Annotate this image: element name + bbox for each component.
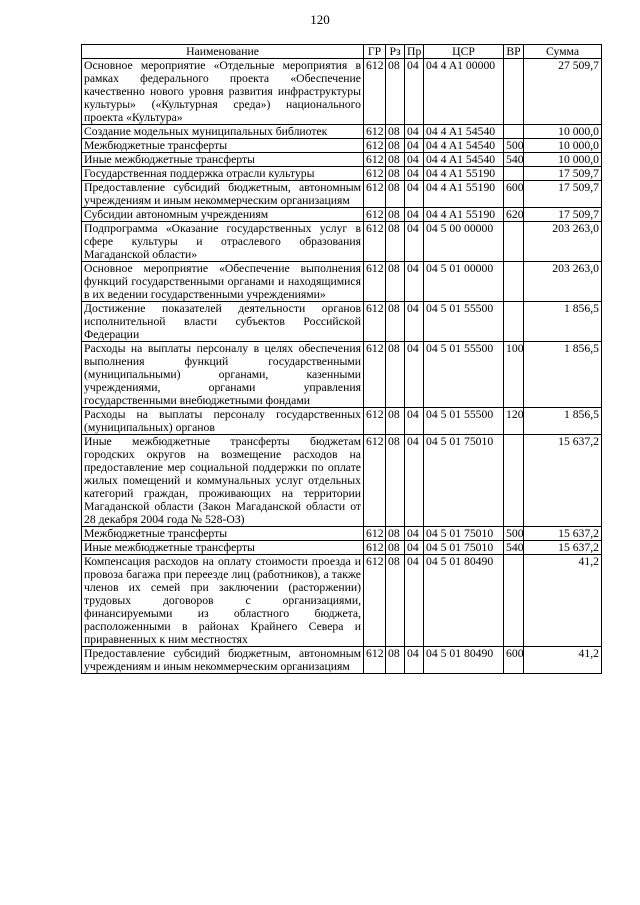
table-row	[82, 59, 602, 125]
cell-pr: 04	[405, 408, 424, 435]
cell-gr: 612	[364, 139, 386, 153]
cell-gr: 612	[364, 208, 386, 222]
cell-rz: 08	[386, 153, 405, 167]
cell-gr: 612	[364, 153, 386, 167]
cell-pr: 04	[405, 342, 424, 408]
cell-gr: 612	[364, 408, 386, 435]
cell-csr: 04 5 01 75010	[424, 435, 504, 527]
cell-sum: 27 509,7	[524, 59, 602, 125]
header-rz: Рз	[386, 45, 405, 59]
cell-rz: 08	[386, 408, 405, 435]
cell-gr: 612	[364, 181, 386, 208]
budget-table	[81, 44, 602, 674]
cell-pr: 04	[405, 527, 424, 541]
cell-sum: 203 263,0	[524, 222, 602, 262]
header-csr: ЦСР	[424, 45, 504, 59]
table-row	[82, 408, 602, 435]
cell-pr: 04	[405, 555, 424, 647]
table-row	[82, 555, 602, 647]
header-name: Наименование	[82, 45, 364, 59]
cell-vr: 120	[504, 408, 524, 435]
cell-gr: 612	[364, 647, 386, 674]
cell-csr: 04 4 A1 55190	[424, 181, 504, 208]
cell-sum: 1 856,5	[524, 408, 602, 435]
cell-pr: 04	[405, 153, 424, 167]
cell-sum: 41,2	[524, 555, 602, 647]
cell-vr: 600	[504, 181, 524, 208]
cell-gr: 612	[364, 302, 386, 342]
table-row	[82, 342, 602, 408]
cell-pr: 04	[405, 302, 424, 342]
cell-pr: 04	[405, 262, 424, 302]
table-row	[82, 262, 602, 302]
cell-rz: 08	[386, 435, 405, 527]
header-pr: Пр	[405, 45, 424, 59]
cell-rz: 08	[386, 208, 405, 222]
cell-vr	[504, 262, 524, 302]
table-row	[82, 125, 602, 139]
cell-name: Создание модельных муниципальных библиотек	[82, 125, 364, 139]
cell-gr: 612	[364, 541, 386, 555]
cell-pr: 04	[405, 125, 424, 139]
header-gr: ГР	[364, 45, 386, 59]
cell-csr: 04 4 A1 54540	[424, 125, 504, 139]
cell-rz: 08	[386, 181, 405, 208]
cell-csr: 04 5 01 55500	[424, 408, 504, 435]
cell-pr: 04	[405, 59, 424, 125]
cell-name: Компенсация расходов на оплату стоимости проезда и провоза багажа при переезде лиц (работников), а также членов их семей при заключении (расторжении) трудовых договоров с организациями, финансируемыми из областного бюджета, расположенными в районах Крайнего Севера и приравненных к ним местностях	[82, 555, 364, 647]
cell-rz: 08	[386, 222, 405, 262]
cell-vr: 600	[504, 647, 524, 674]
cell-rz: 08	[386, 262, 405, 302]
cell-name: Основное мероприятие «Отдельные мероприятия в рамках федерального проекта «Обеспечение качественно нового уровня развития инфраструктуры культуры» («Культурная среда») национального проекта «Культура»	[82, 59, 364, 125]
cell-rz: 08	[386, 342, 405, 408]
cell-gr: 612	[364, 527, 386, 541]
table-row	[82, 647, 602, 674]
table-row	[82, 222, 602, 262]
cell-rz: 08	[386, 59, 405, 125]
cell-sum: 15 637,2	[524, 527, 602, 541]
cell-pr: 04	[405, 541, 424, 555]
cell-gr: 612	[364, 342, 386, 408]
cell-rz: 08	[386, 527, 405, 541]
cell-name: Основное мероприятие «Обеспечение выполнения функций государственными органами и находящимися в их ведении государственными учреждениями»	[82, 262, 364, 302]
cell-csr: 04 5 01 55500	[424, 302, 504, 342]
table-row	[82, 435, 602, 527]
cell-sum: 17 509,7	[524, 167, 602, 181]
cell-csr: 04 5 00 00000	[424, 222, 504, 262]
cell-gr: 612	[364, 435, 386, 527]
cell-rz: 08	[386, 302, 405, 342]
cell-vr	[504, 302, 524, 342]
cell-name: Государственная поддержка отрасли культуры	[82, 167, 364, 181]
cell-csr: 04 4 A1 54540	[424, 139, 504, 153]
cell-name: Достижение показателей деятельности органов исполнительной власти субъектов Российской Федерации	[82, 302, 364, 342]
cell-vr	[504, 125, 524, 139]
table-row	[82, 302, 602, 342]
cell-csr: 04 5 01 75010	[424, 527, 504, 541]
cell-gr: 612	[364, 262, 386, 302]
cell-vr	[504, 435, 524, 527]
cell-pr: 04	[405, 167, 424, 181]
cell-sum: 10 000,0	[524, 153, 602, 167]
cell-vr: 500	[504, 527, 524, 541]
cell-rz: 08	[386, 125, 405, 139]
cell-name: Расходы на выплаты персоналу в целях обеспечения выполнения функций государственными (муниципальными) органами, казенными учреждениями, органами управления государственными внебюджетными фондами	[82, 342, 364, 408]
cell-pr: 04	[405, 647, 424, 674]
cell-vr: 540	[504, 153, 524, 167]
cell-name: Иные межбюджетные трансферты	[82, 541, 364, 555]
cell-csr: 04 4 A1 55190	[424, 167, 504, 181]
cell-vr: 620	[504, 208, 524, 222]
cell-name: Расходы на выплаты персоналу государственных (муниципальных) органов	[82, 408, 364, 435]
table-row	[82, 167, 602, 181]
cell-gr: 612	[364, 125, 386, 139]
cell-rz: 08	[386, 139, 405, 153]
cell-rz: 08	[386, 541, 405, 555]
cell-csr: 04 5 01 55500	[424, 342, 504, 408]
cell-vr	[504, 167, 524, 181]
cell-name: Иные межбюджетные трансферты бюджетам городских округов на возмещение расходов на предоставление мер социальной поддержки по оплате жилых помещений и коммунальных услуг отдельных категорий граждан, проживающих на территории Магаданской области (Закон Магаданской области от 28 декабря 2004 года № 528-ОЗ)	[82, 435, 364, 527]
cell-pr: 04	[405, 208, 424, 222]
table-row	[82, 208, 602, 222]
cell-csr: 04 5 01 80490	[424, 647, 504, 674]
cell-csr: 04 5 01 00000	[424, 262, 504, 302]
cell-sum: 203 263,0	[524, 262, 602, 302]
cell-name: Предоставление субсидий бюджетным, автономным учреждениям и иным некоммерческим организациям	[82, 181, 364, 208]
cell-csr: 04 4 A1 55190	[424, 208, 504, 222]
cell-csr: 04 4 A1 54540	[424, 153, 504, 167]
cell-name: Предоставление субсидий бюджетным, автономным учреждениям и иным некоммерческим организациям	[82, 647, 364, 674]
cell-gr: 612	[364, 555, 386, 647]
cell-sum: 15 637,2	[524, 435, 602, 527]
cell-sum: 10 000,0	[524, 125, 602, 139]
cell-gr: 612	[364, 167, 386, 181]
table-row	[82, 153, 602, 167]
cell-name: Подпрограмма «Оказание государственных услуг в сфере культуры и отраслевого образования Магаданской области»	[82, 222, 364, 262]
cell-rz: 08	[386, 167, 405, 181]
cell-vr: 500	[504, 139, 524, 153]
table-row	[82, 139, 602, 153]
cell-csr: 04 5 01 75010	[424, 541, 504, 555]
table-row	[82, 181, 602, 208]
cell-vr	[504, 59, 524, 125]
cell-csr: 04 4 A1 00000	[424, 59, 504, 125]
cell-sum: 17 509,7	[524, 181, 602, 208]
cell-name: Субсидии автономным учреждениям	[82, 208, 364, 222]
cell-rz: 08	[386, 555, 405, 647]
cell-name: Межбюджетные трансферты	[82, 527, 364, 541]
header-vr: ВР	[504, 45, 524, 59]
cell-vr	[504, 555, 524, 647]
cell-sum: 15 637,2	[524, 541, 602, 555]
cell-vr: 100	[504, 342, 524, 408]
cell-sum: 1 856,5	[524, 302, 602, 342]
cell-sum: 41,2	[524, 647, 602, 674]
cell-pr: 04	[405, 222, 424, 262]
table-row	[82, 541, 602, 555]
cell-sum: 10 000,0	[524, 139, 602, 153]
header-sum: Сумма	[524, 45, 602, 59]
cell-gr: 612	[364, 59, 386, 125]
table-row	[82, 527, 602, 541]
cell-vr	[504, 222, 524, 262]
cell-pr: 04	[405, 139, 424, 153]
cell-rz: 08	[386, 647, 405, 674]
cell-pr: 04	[405, 181, 424, 208]
cell-csr: 04 5 01 80490	[424, 555, 504, 647]
cell-vr: 540	[504, 541, 524, 555]
cell-name: Межбюджетные трансферты	[82, 139, 364, 153]
table-header-row	[82, 45, 602, 59]
cell-name: Иные межбюджетные трансферты	[82, 153, 364, 167]
page-number: 120	[310, 12, 330, 27]
cell-gr: 612	[364, 222, 386, 262]
cell-sum: 17 509,7	[524, 208, 602, 222]
cell-sum: 1 856,5	[524, 342, 602, 408]
cell-pr: 04	[405, 435, 424, 527]
